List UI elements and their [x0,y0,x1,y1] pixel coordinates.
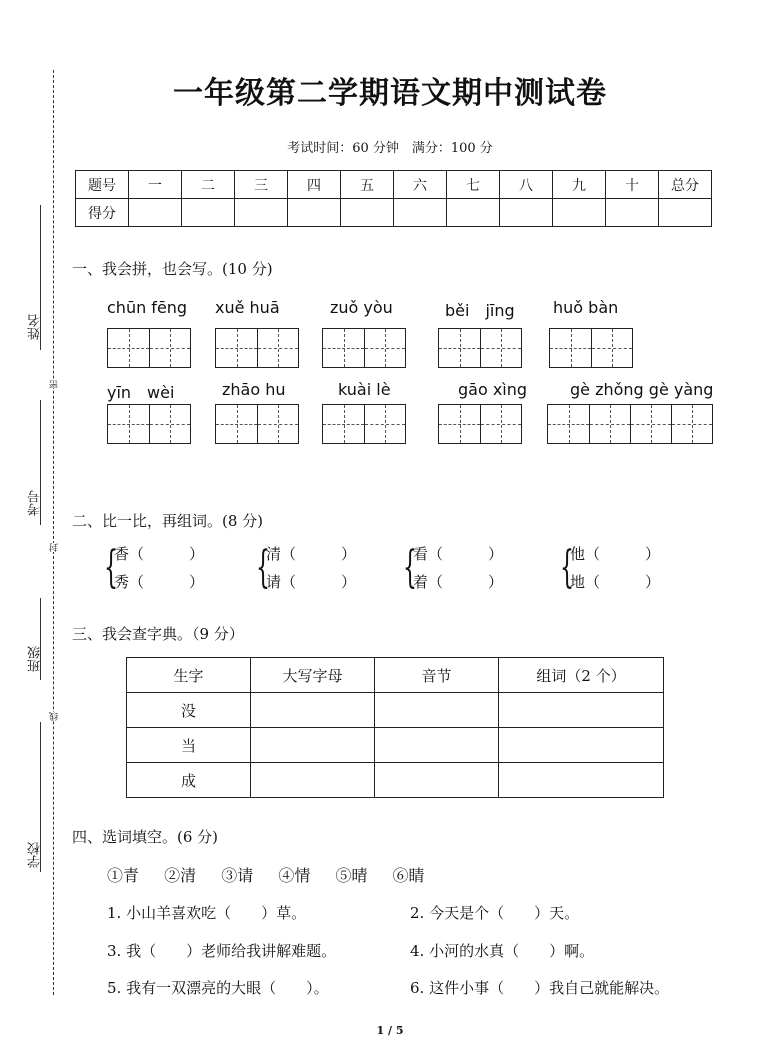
compare-group [560,540,700,598]
compare-item-bottom[interactable]: 秀（ ） [114,573,205,591]
side-label-class: 班级 [28,646,43,672]
dictionary-table [126,657,664,798]
fill-question[interactable]: 1. 小山羊喜欢吃（ ）草。 [107,904,307,922]
pinyin-label: chūn fēng [107,298,188,317]
score-cell[interactable] [182,199,235,227]
score-cell[interactable] [341,199,394,227]
score-cell[interactable] [235,199,288,227]
dict-answer-cell[interactable] [251,693,375,728]
compare-item-top[interactable]: 他（ ） [570,545,661,563]
writing-grid[interactable] [322,328,406,368]
score-cell[interactable] [129,199,182,227]
score-header-cell: 四 [288,171,341,199]
word-option: ⑤晴 [335,866,368,885]
compare-group [403,540,543,598]
word-options [107,863,445,886]
seal-mark-mi: 密 [50,380,60,389]
score-header-cell: 七 [447,171,500,199]
compare-group [256,540,396,598]
pinyin-label: huǒ bàn [553,298,619,317]
pinyin-label: gè zhǒng gè yàng [570,380,714,399]
dict-answer-cell[interactable] [251,763,375,798]
table-row [127,763,664,798]
word-option: ①青 [107,866,140,885]
fill-question[interactable]: 3. 我（ ）老师给我讲解难题。 [107,942,337,960]
score-cell[interactable] [553,199,606,227]
score-cell[interactable] [288,199,341,227]
score-cell[interactable] [606,199,659,227]
section3-heading: 三、我会查字典。（9 分） [72,625,244,643]
writing-grid[interactable] [438,404,522,444]
brace-icon: { [403,542,417,593]
dict-answer-cell[interactable] [499,763,664,798]
dict-header-cell: 组词（2 个） [499,658,664,693]
writing-grid[interactable] [107,404,191,444]
score-row-label: 得分 [76,199,129,227]
score-header-cell: 六 [394,171,447,199]
score-table [75,170,712,227]
compare-item-bottom[interactable]: 地（ ） [570,573,661,591]
dict-answer-cell[interactable] [375,693,499,728]
dict-char-cell: 没 [127,693,251,728]
score-table-score-row [76,199,712,227]
writing-grid[interactable] [215,328,299,368]
pinyin-label: zhāo hu [222,380,286,399]
page-title: 一年级第二学期语文期中测试卷 [173,76,607,111]
dict-header-cell: 生字 [127,658,251,693]
pinyin-label: zuǒ yòu [330,298,393,317]
score-cell[interactable] [659,199,712,227]
section1-heading: 一、我会拼，也会写。(10 分) [72,260,273,278]
table-row [127,693,664,728]
compare-group [104,540,244,598]
dict-header-cell: 音节 [375,658,499,693]
exam-info: 考试时间：60 分钟 满分：100 分 [287,141,493,156]
dict-char-cell: 当 [127,728,251,763]
score-cell[interactable] [394,199,447,227]
page-number: 1 / 5 [376,1024,404,1037]
score-cell[interactable] [447,199,500,227]
compare-item-top[interactable]: 香（ ） [114,545,205,563]
score-header-cell: 一 [129,171,182,199]
dictionary-header-row [127,658,664,693]
pinyin-label: yīn wèi [107,383,175,402]
compare-item-bottom[interactable]: 着（ ） [413,573,504,591]
fill-question[interactable]: 5. 我有一双漂亮的大眼（ ）。 [107,979,329,997]
dict-char-cell: 成 [127,763,251,798]
pinyin-label: xuě huā [215,298,280,317]
score-header-cell: 八 [500,171,553,199]
writing-grid[interactable] [107,328,191,368]
side-label-name: 姓名 [28,314,43,340]
word-option: ④情 [278,866,311,885]
dict-answer-cell[interactable] [375,763,499,798]
fill-question[interactable]: 6. 这件小事（ ）我自己就能解决。 [410,979,670,997]
score-cell[interactable] [500,199,553,227]
dict-answer-cell[interactable] [375,728,499,763]
score-header-cell: 九 [553,171,606,199]
score-table-header-row [76,171,712,199]
brace-icon: { [104,542,118,593]
section4-heading: 四、选词填空。(6 分) [72,828,219,846]
compare-item-bottom[interactable]: 请（ ） [266,573,357,591]
dict-answer-cell[interactable] [499,693,664,728]
writing-grid[interactable] [215,404,299,444]
compare-item-top[interactable]: 看（ ） [413,545,504,563]
writing-grid[interactable] [438,328,522,368]
seal-mark-xian: 线 [50,712,60,721]
score-header-cell: 题号 [76,171,129,199]
seal-mark-feng: 封 [50,543,60,552]
dict-header-cell: 大写字母 [251,658,375,693]
dict-answer-cell[interactable] [499,728,664,763]
word-option: ③请 [221,866,254,885]
pinyin-label: gāo xìng [458,380,528,399]
writing-grid[interactable] [322,404,406,444]
dict-answer-cell[interactable] [251,728,375,763]
compare-item-top[interactable]: 清（ ） [266,545,357,563]
side-label-exam-number: 考号 [28,490,43,516]
table-row [127,728,664,763]
writing-grid[interactable] [547,404,713,444]
section2-heading: 二、比一比，再组词。(8 分) [72,512,264,530]
score-header-cell: 五 [341,171,394,199]
score-header-cell: 十 [606,171,659,199]
score-header-cell: 二 [182,171,235,199]
brace-icon: { [560,542,574,593]
pinyin-label: běi jīng [445,301,515,320]
writing-grid[interactable] [549,328,633,368]
fill-question[interactable]: 4. 小河的水真（ ）啊。 [410,942,595,960]
score-header-cell: 三 [235,171,288,199]
word-option: ⑥睛 [392,866,425,885]
side-label-school: 学校 [28,842,43,868]
score-header-cell: 总分 [659,171,712,199]
binding-dashed-line [53,70,54,995]
pinyin-label: kuài lè [338,380,391,399]
fill-question[interactable]: 2. 今天是个（ ）天。 [410,904,580,922]
brace-icon: { [256,542,270,593]
word-option: ②清 [164,866,197,885]
